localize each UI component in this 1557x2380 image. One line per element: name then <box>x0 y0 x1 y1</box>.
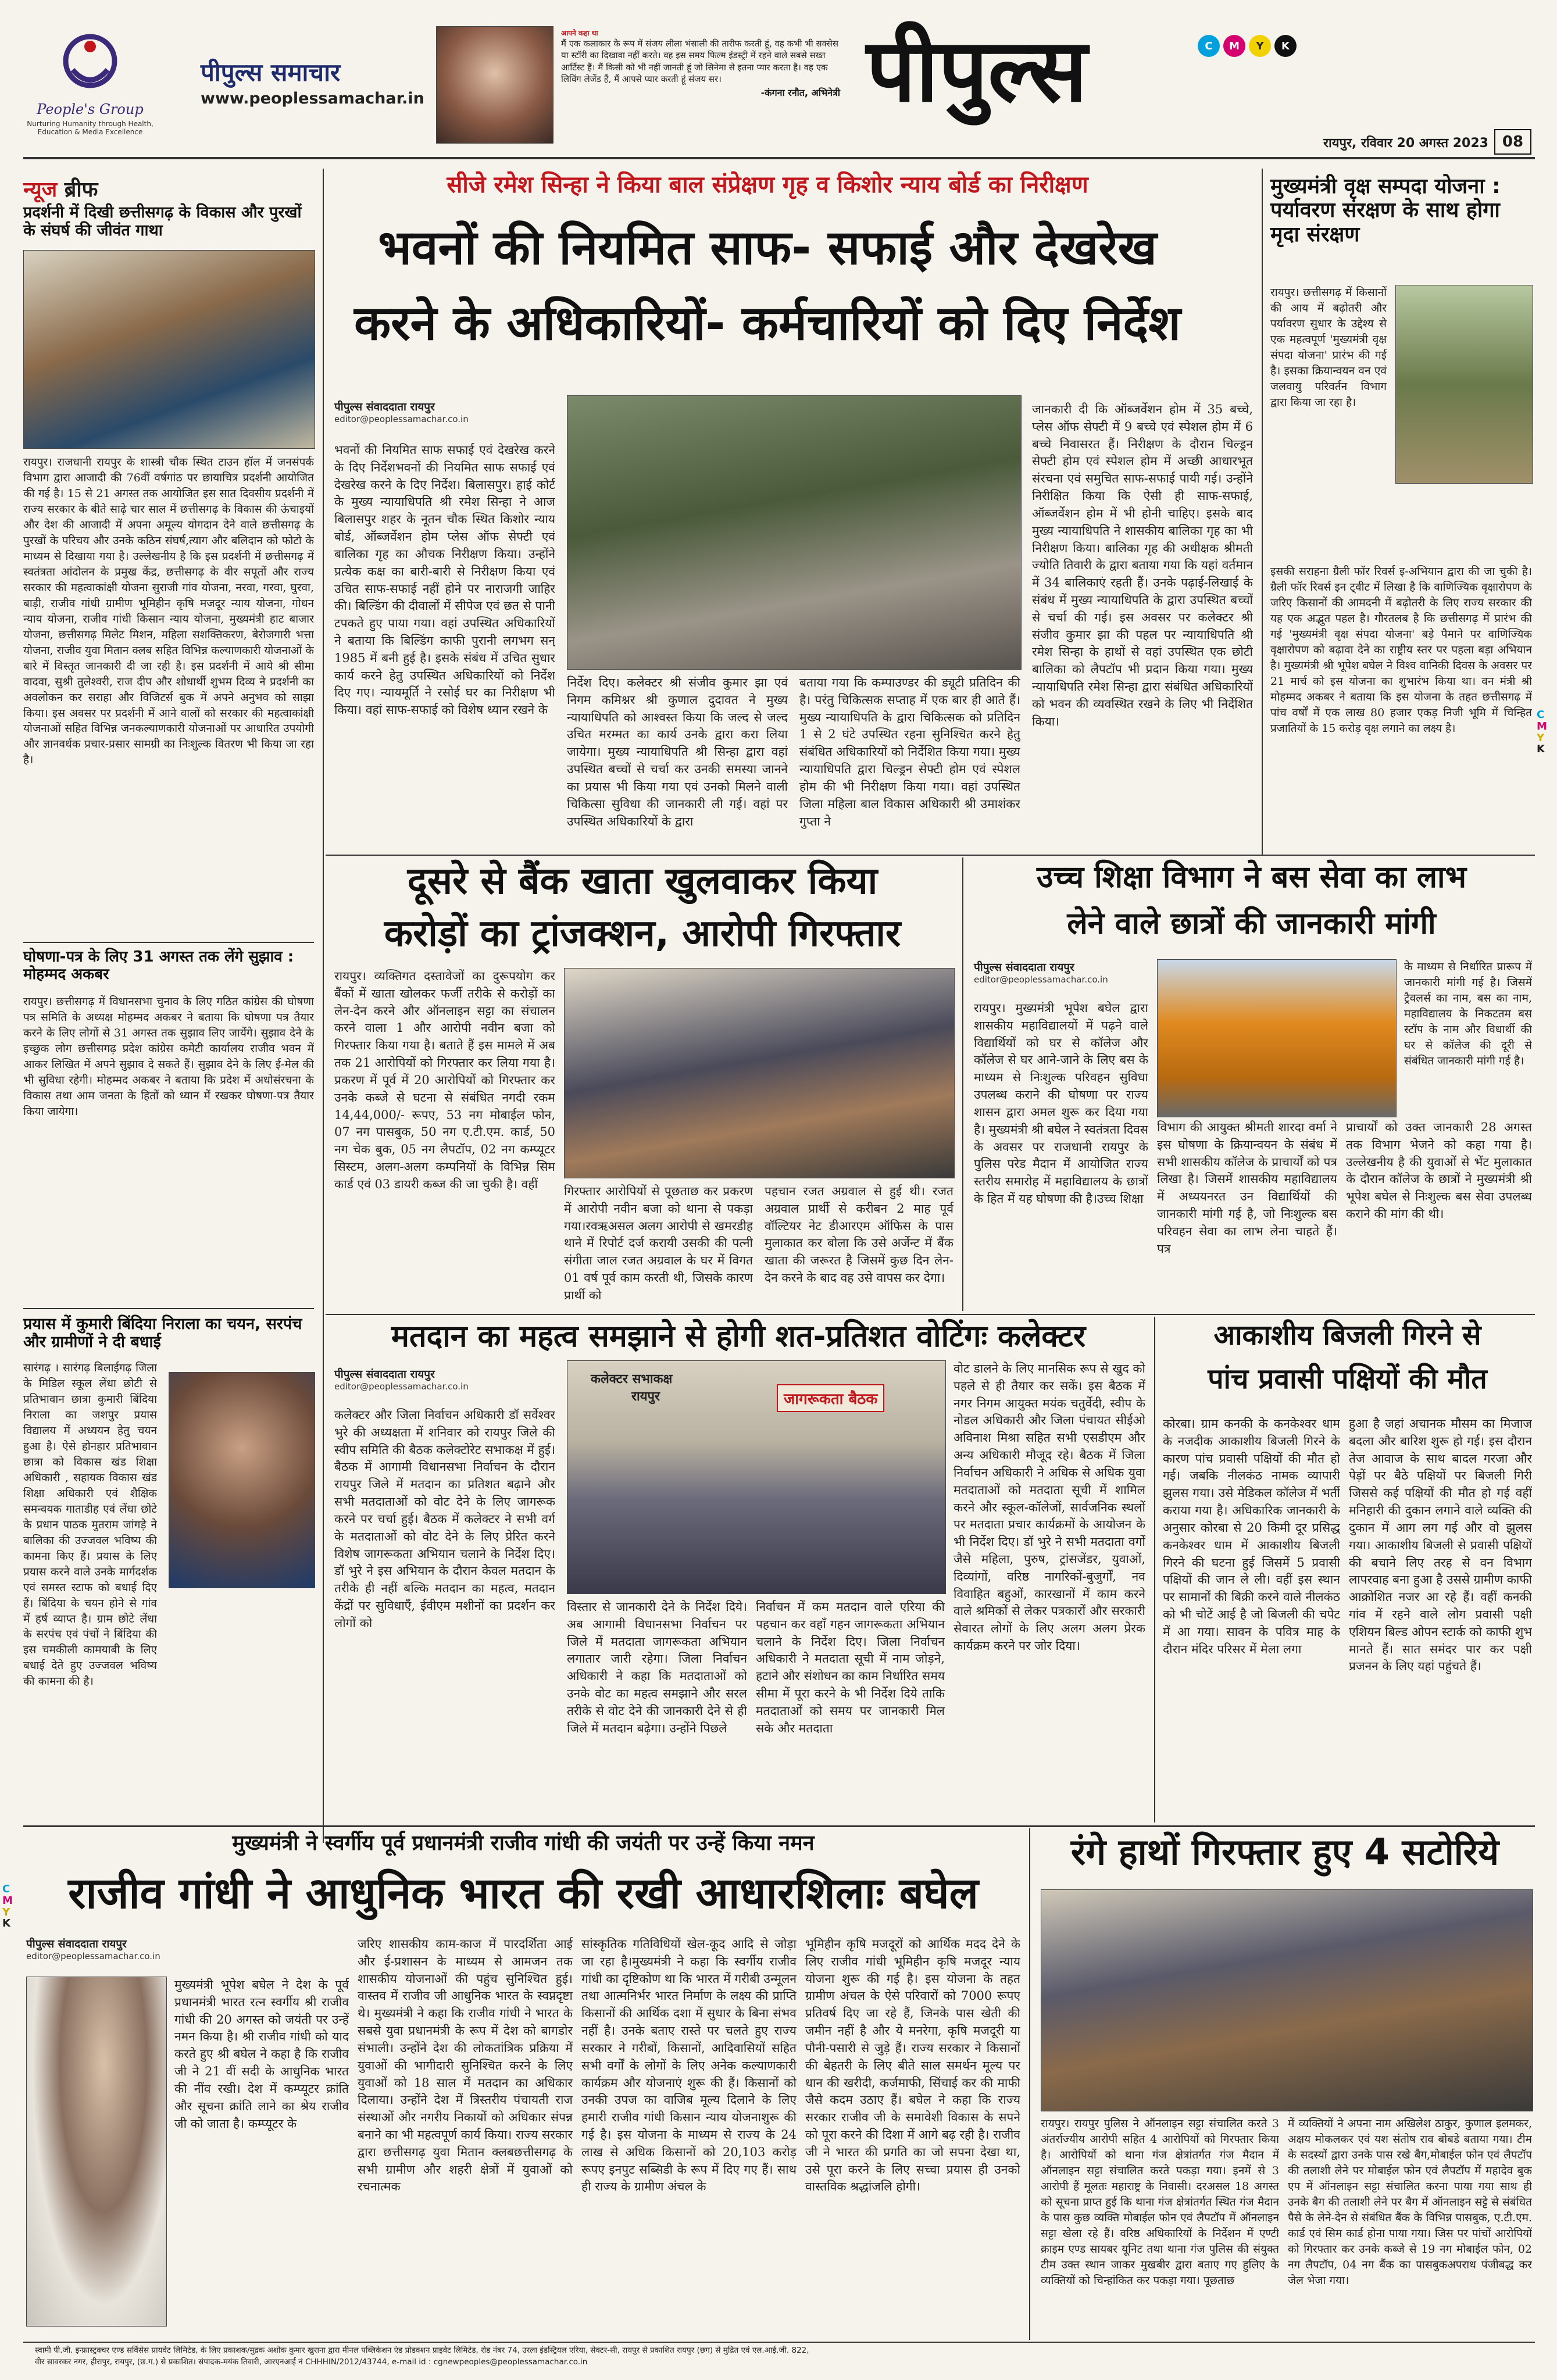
voting-photo-sign-2: रायपुर <box>631 1389 660 1404</box>
lead-col-2: निर्देश दिए। कलेक्टर श्री संजीव कुमार झा एवं निगम कमिश्नर श्री कुणाल दुदावत ने मुख्य न्यायाधिपति को आश्वस्त किया कि जल्द से जल्द उचित मरम्मत का कार्य उनके द्वारा करा लिया जायेगा। मुख्य न्यायाधिपति श्री सिन्हा द्वारा वहां उपस्थित बच्चों से चर्चा कर उनकी समस्या जानने का प्रयास भी किया गया एवं उनको मिलने वाली चिकित्सा सुविधा की जानकारी ली गई। वहां पर उपस्थित अधिकारियों के द्वारा <box>567 676 788 828</box>
rajiv-email: editor@peoplessamachar.co.in <box>26 1951 160 1961</box>
bank-headline-1: दूसरे से बैंक खाता खुलवाकर किया <box>407 860 878 903</box>
bus-email: editor@peoplessamachar.co.in <box>974 974 1108 985</box>
quote-author: -कंगना रनौत, अभिनेत्री <box>760 87 840 98</box>
news-brief-label-b: ब्रीफ <box>64 178 98 202</box>
brief1-body: रायपुर। राजधानी रायपुर के शास्त्री चौक स्थित टाउन हॉल में जनसंपर्क विभाग द्वारा आजादी की 76वीं वर्षगांठ पर छायाचित्र प्रदर्शनी आयोजित की गई है। 15 से 21 अगस्त तक आयोजित इस सात दिवसीय प्रदर्शनी में राज्य सरकार के बीते साढ़े चार साल में छत्तीसगढ़ के विकास की ऊंचाइयों और देश की आजादी में अपना अमूल्य योगदान देने वाले छत्तीसगढ़ के पुरखों के परिचय और उनके कठिन संघर्ष,त्याग और बलिदान को फोटो के माध्यम से दिखाया गया है। उल्लेखनीय है कि इस प्रदर्शनी में छत्तीसगढ़ में स्वतंत्रता आंदोलन के प्रमुख केंद्र, छत्तीसगढ़ के वीर सपूतों और राज्य सरकार की महत्वाकांक्षी योजना सुराजी गांव योजना, नरवा, गरवा, घुरवा, बाड़ी, राजीव गांधी ग्रामीण भूमिहीन कृषि मजदूर न्याय योजना, गोधन न्याय योजना, राजीव गांधी किसान न्याय योजना, मुख्यमंत्री हाट बाजार योजना, छत्तीसगढ़ मिलेट मिशन, महिला सशक्तिकरण, बेरोजगारी भत्ता योजना, राजीव युवा मितान क्लब सहित विभिन्न कल्याणकारी योजनाओं के बारे में विस्तृत जानकारी दी जा रही है। इस प्रदर्शनी में आये श्री सीमा वादवा, सुश्री तुलेश्वरी, राज दीप और शोधार्थी शुभम दिव्य ने प्रदर्शनी का अवलोकन कर सराहा और विजिटर्स बुक में अपने अनुभव को साझा किया। इस अवसर पर प्रदर्शनी में आने वालों को सरकार की महत्वाकांक्षी योजनाओं सहित विभिन्न जनकल्याणकारी योजनाओं पर आधारित उपयोगी और ज्ञानवर्धक प्रचार-प्रसार सामग्री का निःशुल्क वितरण भी किया जा रहा है। <box>23 456 314 767</box>
voting-email: editor@peoplessamachar.co.in <box>334 1381 469 1392</box>
voting-byline-box <box>334 1366 555 1392</box>
news-brief-label-a: न्यूज <box>23 178 58 202</box>
cmyk-dots <box>1198 35 1297 57</box>
voting-headline: मतदान का महत्व समझाने से होगी शत-प्रतिशत वोटिंगः कलेक्टर <box>391 1319 1086 1354</box>
imprint-line-1: स्वामी पी.जी. इन्फ्रास्ट्रक्चर एण्ड सर्विसेस प्रायवेट लिमिटेड, के लिए प्रकाशक/मुद्रक अशोक कुमार खुराना द्वारा मीनल पब्लिकेशन एंड प्रोडक्शन प्राइवेट लिमिटेड, रोड नंबर 74, उरला इंडस्ट्रियल एरिया, सेक्टर-सी, रायपुर से प्रकाशित रायपुर (छग) से मुद्रित एवं एल.आई.जी. 822, <box>35 2346 809 2355</box>
page-big-title: पीपुल्स <box>866 20 1088 121</box>
side-m: M <box>1537 720 1547 732</box>
peoples-group-logo-icon <box>23 29 157 99</box>
paper-logo <box>201 55 422 108</box>
bank-col-2: गिरफ्तार आरोपियों से पूछताछ कर प्रकरण में आरोपी नवीन बजा को थाना से पकड़ा गया।रवऋअसल अलग आरोपी से खमरडीह थाने में रिपोर्ट दर्ज करायी उसकी की पत्नी संगीता जाल रजत अग्रवाल के घर में विगत 01 वर्ष पूर्व काम करती थी, जिसके कारण प्रार्थी को <box>564 1184 753 1302</box>
voting-photo-sign-1: कलेक्टर सभाकक्ष <box>591 1372 673 1386</box>
bus-headline-2: लेने वाले छात्रों की जानकारी मांगी <box>1067 906 1436 941</box>
brief2-title: घोषणा-पत्र के लिए 31 अगस्त तक लेंगे सुझाव : मोहम्मद अकबर <box>23 948 294 983</box>
page-number: 08 <box>1494 129 1531 155</box>
rajiv-byline: पीपुल्स संवाददाता रायपुर <box>26 1938 127 1950</box>
bus-photo <box>1157 959 1397 1117</box>
satta-photo <box>1041 1889 1533 2111</box>
voting-photo-banner: जागरूकता बैठक <box>777 1384 884 1412</box>
rajiv-col-1: मुख्यमंत्री भूपेश बघेल ने देश के पूर्व प्रधानमंत्री भारत रत्न स्वर्गीय श्री राजीव गांधी की 20 अगस्त को जयंती पर उन्हें नमन किया है। श्री राजीव गांधी को याद करते हुए श्री बघेल ने कहा है कि राजीव जी ने 21 वीं सदी के आधुनिक भारत की नींव रखी। देश में कम्प्यूटर क्रांति और सूचना क्रांति लाने का श्रेय राजीव जी को जाता है। कम्प्यूटर के <box>174 1978 349 2131</box>
news-brief-label <box>23 174 98 203</box>
bus-col-1: रायपुर। मुख्यमंत्री भूपेश बघेल द्वारा शासकीय महाविद्यालयों में पढ़ने वाले विद्यार्थियों को घर से कॉलेज और कॉलेज से घर आने-जाने के लिए बस के माध्यम से निःशुल्क परिवहन सुविधा उपलब्ध कराने की घोषणा पर राज्य शासन द्वारा अमल शुरू कर दिया गया है। मुख्यमंत्री श्री बघेल ने स्वतंत्रता दिवस के अवसर पर राजधानी रायपुर के पुलिस परेड मैदान में आयोजित राज्य स्तरीय समारोह में महाविद्यालय के छात्रों के हित में यह घोषणा की है।उच्च शिक्षा <box>974 1001 1148 1206</box>
left-column-rule <box>323 169 324 1843</box>
cmyk-side <box>1537 709 1554 755</box>
satta-col-2: में व्यक्तियों ने अपना नाम अखिलेश ठाकुर, कुणाल इलमकर, अक्षय मोकलकर एवं यश संतोष राव बोबडे बताया गया। टीम के सदस्यों द्वारा उनके पास रखे बैग,मोबाईल फोन एवं लैपटॉप की तलाशी लेने पर मोबाईल फोन एवं लैपटॉप में महादेव बुक एप में ऑनलाइन सट्टा संचालित करना पाया गया साथ ही उनके बैग की तलाशी लेने पर बैग में ऑनलाइन सट्टे से संबंधित पैसे के लेने-देन से संबंधित बैंक के विभिन्न पासबुक, ए.टी.एम. कार्ड एवं सिम कार्ड होना पाया गया। जिस पर पांचों आरोपियों को गिरफ्तार कर उनके कब्जे से 19 नग मोबाईल फोन, 02 नग लैपटॉप, 04 नग बैंक का पासबुकअपराध पंजीबद्ध कर जेल भेजा गया। <box>1288 2117 1532 2287</box>
cmyk-bar-top <box>1198 35 1297 57</box>
bird-col-2: हुआ है जहां अचानक मौसम का मिजाज बदला और बारिश शुरू हो गई। इस दौरान तेज आवाज के साथ बादल गरजा और पेड़ों पर बैठे पक्षियों पर बिजली गिरी जिससे कई पक्षियों की मौत हो गई वहीं मनिहारी की दुकान लगाने वाले व्यक्ति की दुकान में आग लग गई और वो झुलस गया। आकाशीय बिजली से प्रवासी पक्षियों की बचाने लिए तरह से वन विभाग लापरवाह बना हुआ है उससे ग्रामीण काफी आक्रोशित नजर आ रहे हैं। वहीं कनकी गांव में रहने वाले लोग प्रवासी पक्षी एशियन बिल्ड ओपन स्टार्क को काफी शुभ मानते हैं। सात समंदर पार कर पक्षी प्रजनन के लिए यहां पहुंचते हैं। <box>1349 1417 1532 1674</box>
mid-rule-1 <box>326 855 1535 856</box>
group-logo <box>23 29 157 140</box>
bird-headline-2: पांच प्रवासी पक्षियों की मौत <box>1208 1363 1487 1395</box>
lead-headline-1: भवनों की नियमित साफ- सफाई और देखरेख <box>378 220 1157 276</box>
tree-headline: मुख्यमंत्री वृक्ष सम्पदा योजना : पर्यावरण संरक्षण के साथ होगा मृदा संरक्षण <box>1270 174 1501 246</box>
voting-col-3: निर्वाचन में कम मतदान वाले एरिया की पहचान कर वहाँ गहन जागरूकता अभियान चलाने के निर्देश दिए। जिला निर्वाचन अधिकारी ने मतदाता सूची में नाम जोड़ने, हटाने और संशोधन का काम निर्धारित समय सीमा में पूरा करने के भी निर्देश दिये ताकि मतदाताओं को समय पर जानकारी मिल सके और मतदाता <box>756 1600 945 1735</box>
website: www.peoplessamachar.in <box>201 90 424 108</box>
group-tagline: Nurturing Humanity through Health, Education & Media Excellence <box>27 120 153 137</box>
quote-photo <box>436 26 553 144</box>
date-line: रायपुर, रविवार 20 अगस्त 2023 <box>1323 136 1488 151</box>
side-c: C <box>1537 709 1545 721</box>
lead-col-1: भवनों की नियमित साफ सफाई एवं देखरेख करने के दिए निर्देशभवनों की नियमित साफ सफाई एवं देखरेख करने के दिए निर्देश। बिलासपुर। हाई कोर्ट के मुख्य न्यायाधिपति श्री रमेश सिन्हा ने आज बिलासपुर शहर के नूतन चौक स्थित किशोर न्याय बोर्ड, ऑब्जर्वेशन होम प्लेस ऑफ सेफ्टी एवं बालिका गृह का औचक निरीक्षण किया। उन्होंने प्रत्येक कक्ष का बारी-बारी से निरीक्षण किया एवं उचित साफ-सफाई नहीं होने पर नाराजगी जाहिर की। बिल्डिंग की दीवालों में सीपेज एवं छत से पानी टपकते हुए पाया गया। वहां उपस्थित अधिकारियों ने बताया कि बिल्डिंग काफी पुरानी लगभग सन् 1985 में बनी हुई है। इसके संबंध में उचित सुधार कार्य करने हेतु उपस्थित अधिकारियों को निर्देश दिए गए। न्यायमूर्ति ने रसोई घर का निरीक्षण भी किया। वहां साफ-सफाई को विशेष ध्यान रखने के <box>334 443 555 717</box>
lead-byline-box <box>334 399 555 424</box>
voting-photo <box>567 1360 946 1594</box>
voting-col-1: कलेक्टर और जिला निर्वाचन अधिकारी डॉ सर्वेश्वर भुरे की अध्यक्षता में शनिवार को रायपुर जिले की स्वीप समिति की बैठक कलेक्टोरेट सभाकक्ष में हुई। बैठक में आगामी विधानसभा निर्वाचन के दौरान रायपुर जिले में मतदान का प्रतिशत बढ़ाने और सभी मतदाताओं को वोट देने के लिए जागरूक करने पर चर्चा हुई। बैठक में कलेक्टर ने सभी वर्ग के मतदाताओं को वोट देने के लिए प्रेरित करने विशेष जागरूकता अभियान चलाने के निर्देश दिए। डॉ भुरे ने इस अभियान के दौरान केवल मतदान के तरीके ही नहीं बल्कि मतदान का महत्व, मतदान केंद्रों पर सुविधाएँ, ईवीएम मशीनों का प्रदर्शन कर लोगों को <box>334 1408 555 1630</box>
lower-rule <box>23 1825 1535 1827</box>
bird-col-1: कोरबा। ग्राम कनकी के कनकेश्वर धाम के नजदीक आकाशीय बिजली गिरने के कारण पांच प्रवासी पक्षियों की मौत हो गई। जबकि नीलकंठ नामक व्यापारी झुलस गया। उसे मेडिकल कॉलेज में भर्ती कराया गया है। अधिकारिक जानकारी के अनुसार कोरबा से 20 किमी दूर प्रसिद्ध कनकेश्वर धाम में आकाशीय बिजली गिरने की घटना हुई जिसमें 5 प्रवासी पक्षियों की जान ले ली। वहीं इस स्थान पर सामानों की बिक्री करने वाले नीलकंठ को भी चोटें आई है जो बिजली की चपेट में आ गया। सावन के पवित्र माह के दौरान मंदिर परिसर में मेला लगा <box>1163 1417 1340 1656</box>
satta-col-1: रायपुर। रायपुर पुलिस ने ऑनलाइन सट्टा संचालित करते 3 अंतर्राज्यीय आरोपी सहित 4 आरोपियों को गिरफ्तार किया है। आरोपियों को थाना गंज क्षेत्रांतर्गत गंज मैदान में ऑनलाइन सट्टा संचालित करते पकड़ा गया। इनमें से 3 आरोपी हैं मूलतः महाराष्ट्र के निवासी। दरअसल 18 अगस्त को सूचना प्राप्त हुई कि थाना गंज क्षेत्रांतर्गत स्थित गंज मैदान के पास कुछ व्यक्ति मोबाईल फोन एवं लैपटॉप में ऑनलाइन सट्टा खेला रहे हैं। वरिष्ठ अधिकारियों के निर्देशन में एण्टी क्राइम एण्ड सायबर यूनिट तथा थाना गंज पुलिस की संयुक्त टीम उक्त स्थान जाकर मुखबीर द्वारा बताए गए हुलिए के व्यक्तियों को चिन्हांकित कर पकड़ा गया। पूछताछ <box>1041 2117 1279 2287</box>
lead-col-3: बताया गया कि कम्पाउण्डर की ड्यूटी प्रतिदिन की है। परंतु चिकित्सक सप्ताह में एक बार ही आते हैं। मुख्य न्यायाधिपति के द्वारा चिकित्सक को प्रतिदिन 1 से 2 घंटे उपस्थित रहना सुनिश्चित करने हेतु संबंधित अधिकारियों को निर्देशित किया गया। मुख्य न्यायाधिपति द्वारा चिल्ड्रन सेफ्टी होम एवं स्पेशल होम की भी निरीक्षण किया गया। वहां उपस्थित जिला महिला बाल विकास अधिकारी श्री उमाशंकर गुप्ता ने <box>799 676 1020 828</box>
left-side-y: Y <box>2 1906 10 1918</box>
bank-headline-2: करोड़ों का ट्रांजक्शन, आरोपी गिरफ्तार <box>384 912 901 955</box>
lead-col-4: जानकारी दी कि ऑब्जर्वेशन होम में 35 बच्चे, प्लेस ऑफ सेफ्टी में 9 बच्चे एवं स्पेशल होम में 6 बच्चे निवासरत हैं। निरीक्षण के दौरान चिल्ड्रन सेफ्टी होम एवं स्पेशल होम में अच्छी आधारभूत संरचना एवं समुचित साफ-सफाई पायी गई। उन्होंने निरीक्षित किया कि ऐसी ही साफ-सफाई, ऑब्जर्वेशन होम में भी होनी चाहिए। इसके बाद मुख्य न्यायाधिपति ने शासकीय बालिका गृह का भी निरीक्षण किया। बालिका गृह की अधीक्षक श्रीमती ज्योति तिवारी के द्वारा बताया गया कि यहां वर्तमान में 34 बालिकाएं रहती हैं। उनके पढ़ाई-लिखाई के संबंध में मुख्य न्यायाधिपति के द्वारा उपस्थित बच्चों से चर्चा की गई। इस अवसर पर कलेक्टर श्री संजीव कुमार झा की पहल पर न्यायाधिपति श्री रमेश सिन्हा के हाथों से वहां उपस्थित एक छोटी बालिका को लैपटॉप भी प्रदान किया गया। मुख्य न्यायाधिपति रमेश सिन्हा द्वारा संबंधित अधिकारियों को भवन की व्यवस्थित रखने के लिए भी निर्देशित किया। <box>1032 402 1253 728</box>
bus-byline-box <box>974 959 1148 985</box>
quote-box <box>561 28 840 144</box>
satta-headline: रंगे हाथों गिरफ्तार हुए 4 सटोरिये <box>1070 1831 1499 1873</box>
brief3-title: प्रयास में कुमारी बिंदिया निराला का चयन, सरपंच और ग्रामीणों ने दी बधाई <box>23 1315 302 1352</box>
tree-photo <box>1395 285 1533 484</box>
bird-headline-1: आकाशीय बिजली गिरने से <box>1213 1319 1481 1352</box>
bank-right-rule <box>962 857 963 1311</box>
lead-right-rule <box>1262 169 1263 855</box>
paper-name: पीपुल्स समाचार <box>201 58 341 87</box>
bank-col-3: पहचान रजत अग्रवाल से हुई थी। रजत अग्रवाल प्रार्थी से करीबन 2 माह पूर्व वॉल्टियर नेट डीआरएम ऑफिस के पास मुलाकात कर बोला कि उसे अर्जेन्ट में बैंक खाता की जरूरत है जिसमें कुछ दिन लेन-देन करने के बाद वह उसे वापस कर देगा। <box>765 1184 954 1285</box>
bus-col-2: के माध्यम से निर्धारित प्रारूप में जानकारी मांगी गई है। जिसमें ट्रैवलर्स का नाम, बस का नाम, महाविद्यालय के निकटतम बस स्टॉप के नाम और विधार्थी की घर से कॉलेज की दूरी से संबंधित जानकारी मांगी गई है। <box>1404 960 1532 1067</box>
left-side-k: K <box>2 1917 10 1930</box>
rajiv-photo <box>26 1977 167 2327</box>
lead-headline-2: करने के अधिकारियों- कर्मचारियों को दिए निर्देश <box>354 296 1181 351</box>
voting-col-2: विस्तार से जानकारी देने के निर्देश दिये। अब आगामी विधानसभा निर्वाचन पर जिले में मतदाता जागरूकता अभियान लगातार जारी रहेगा। जिला निर्वाचन अधिकारी ने कहा कि मतदाताओं को उनके वोट का महत्व समझाने और सरल तरीके से वोट देने की जानकारी देने से ही जिले में मतदान बढ़ेगा। उन्होंने पिछले <box>567 1600 747 1735</box>
mid-rule-2 <box>326 1314 1535 1315</box>
brief3-body-part: सारंगढ़ । सारंगढ़ बिलाईगढ़ जिला के मिडिल स्कूल लेंधा छोटी से प्रतिभावान छात्रा कुमारी बिंदिया निराला का जशपुर प्रयास विद्यालय में अध्ययन हेतु चयन हुआ है। ऐसे होनहार प्रतिभावान छात्रा को विकास खंड शिक्षा अधिकारी , सहायक विकास खंड शिक्षा अधिकारी एवं शैक्षिक समन्वयक गाताडीह एवं लेंधा छोटे के प्रधान पाठक मुतराम जांगड़े ने बालिका की उज्जवल भविष्य की कामना किए हैं। प्रयास के लिए प्रयास करने वाले उनके मार्गदर्शक एवं समस्त स्टाफ को बधाई दिए हैं। बिंदिया के चयन होने से गांव में हर्ष व्याप्त है। ग्राम छोटे लेंधा के सरपंच एवं पंचों ने बिंदिया की इस चमकीली कामयाबी के लिए बधाई देते हुए उज्जवल भविष्य की कामना की है। <box>23 1361 157 1688</box>
lead-kicker: सीजे रमेश सिन्हा ने किया बाल संप्रेक्षण गृह व किशोर न्याय बोर्ड का निरीक्षण <box>447 171 1088 198</box>
rajiv-col-4: भूमिहीन कृषि मजदूरों को आर्थिक मदद देने के लिए राजीव गांधी भूमिहीन कृषि मजदूर न्याय योजना शुरू की गई है। इस योजना के तहत ग्रामीण अंचल के ऐसे परिवारों को 7000 रूपए प्रतिवर्ष दिए जा रहे हैं, जिनके पास खेती की जमीन नहीं है और ये मनरेगा, कृषि मजदूरी या पौनी-पसारी से जुड़े हैं। राज्य सरकार ने किसानों की बेहतरी के लिए बीते साल समर्थन मूल्य पर धान की खरीदी, कर्जमाफी, सिंचाई कर की माफी जैसे कदम उठाए हैं। बघेल ने कहा कि राज्य सरकार राजीव जी के समावेशी विकास के सपने को पूरा करने की दिशा में आगे बढ़ रही है। राजीव जी ने भारत की प्रगति का जो सपना देखा था, उसे पूरा करने के लिए सच्चा प्रयास ही उनको वास्तविक श्रद्धांजलि होगी। <box>805 1937 1020 2194</box>
imprint <box>35 2345 1523 2368</box>
cmyk-c-icon: C <box>1198 35 1220 57</box>
left-side-c: C <box>2 1883 10 1895</box>
lead-photo <box>567 395 1022 670</box>
brief2-body: रायपुर। छत्तीसगढ़ में विधानसभा चुनाव के लिए गठित कांग्रेस की घोषणा पत्र समिति के अध्यक्ष मोहम्मद अकबर ने बताया कि घोषणा पत्र तैयार करने के लिए लोगों से 31 अगस्त तक सुझाव लिए जायेंगे। सुझाव देने के इच्छुक लोग छत्तीसगढ़ प्रदेश कांग्रेस कमेटी कार्यालय राजीव भवन में आकर लिखित में अपने सुझाव दे सकते हैं। सुझाव देने के लिए ई-मेल की भी सुविधा रहेगी। मोहम्मद अकबर ने बताया कि प्रदेश में अधोसंरचना के विकास तथा आम जनता के हितों को ध्यान में रखकर घोषणा-पत्र तैयार किया जायेगा। <box>23 995 314 1118</box>
rajiv-headline: राजीव गांधी ने आधुनिक भारत की रखी आधारशिलाः बघेल <box>68 1868 979 1918</box>
brief1-photo <box>23 250 315 449</box>
tree-body: इसकी सराहना ग्रैली फॉर रिवर्स इ-अभियान द्वारा की जा चुकी है। ग्रैली फॉर रिवर्स इन ट्वीट में लिखा है कि वाणिज्यिक वृक्षारोपण के जरिए किसानों की आमदनी में बढ़ोतरी के लिए राज्य सरकार की यह एक अद्भुत पहल है। गौरतलब है कि छत्तीसगढ़ में प्रारंभ की गई 'मुख्यमंत्री वृक्ष संपदा योजना' बड़े पैमाने पर वाणिज्यिक वृक्षारोपण को बढ़ावा देने का राष्ट्रीय स्तर पर पहला बड़ा अभियान है। मुख्यमंत्री श्री भूपेश बघेल ने विश्व वानिकी दिवस के अवसर पर 21 मार्च को इस योजना का शुभारंभ किया था। वन मंत्री श्री मोहम्मद अकबर ने बताया कि इस योजना के तहत छत्तीसगढ़ में पांच वर्षों में एक लाख 80 हजार एकड़ निजी भूमि में चिन्हित प्रजातियों के 15 करोड़ वृक्ष लगाने का लक्ष्य है। <box>1270 565 1532 735</box>
quote-label: आपने कहा था <box>561 29 598 37</box>
side-y: Y <box>1537 731 1545 744</box>
group-name: People's Group <box>37 101 144 117</box>
cmyk-m-icon: M <box>1223 35 1245 57</box>
tree-intro: रायपुर। छत्तीसगढ़ में किसानों की आय में बढ़ोतरी और पर्यावरण सुधार के उद्देश्य से एक महत्वपूर्ण 'मुख्यमंत्री वृक्ष संपदा योजना' प्रारंभ की गई है। इसका क्रियान्वयन वन एवं जलवायु परिवर्तन विभाग द्वारा किया जा रहा है। <box>1270 286 1387 409</box>
side-k: K <box>1537 743 1545 756</box>
bus-col-4: प्राचार्यों को उक्त जानकारी 28 अगस्त तक विभाग भेजने को कहा गया है। उल्लेखनीय है की युवाओं से भेंट मुलाकात के दौरान कॉलेज के छात्रों ने मुख्यमंत्री श्री भूपेश बघेल से निःशुल्क बस सेवा उपलब्ध कराने की मांग की थी। <box>1346 1120 1532 1221</box>
brief1-title: प्रदर्शनी में दिखी छत्तीसगढ़ के विकास और पुरखों के संघर्ष की जीवंत गाथा <box>23 203 302 240</box>
imprint-line-2: वीर सावरकर नगर, हीरापुर, रायपुर, (छ.ग.) से प्रकाशित। संपादक-मयंक तिवारी, आरएनआई नं CHHHIN/2012/43744, e-mail id : cgnewpeoples@peoplessamachar.co.in <box>35 2357 588 2367</box>
bus-byline: पीपुल्स संवाददाता रायपुर <box>974 961 1074 974</box>
voting-byline: पीपुल्स संवाददाता रायपुर <box>334 1368 435 1381</box>
brief3-photo <box>169 1372 315 1588</box>
brief-rule-2 <box>23 1308 314 1309</box>
rajiv-col-3: सांस्कृतिक गतिविधियों खेल-कूद आदि से जोड़ा जा रहा है।मुख्यमंत्री ने कहा कि स्वर्गीय राजीव गांधी का दृष्टिकोण था कि भारत में गरीबी उन्मूलन तथा आत्मनिर्भर भारत निर्माण के लक्ष्य की प्राप्ति किसानों की आर्थिक दशा में सुधार के बिना संभव नहीं है। उनके बताए रास्ते पर चलते हुए राज्य सरकार ने गरीबों, किसानों, आदिवासियों सहित सभी वर्गों के लोगों के लिए अनेक कल्याणकारी कार्यक्रम और योजनाएं शुरू की हैं। किसानों को उनकी उपज का वाजिब मूल्य दिलाने के लिए हमारी राजीव गांधी किसान न्याय योजनाशुरू की गई है। इस योजना के माध्यम से राज्य के 24 लाख से अधिक किसानों को 20,103 करोड़ रूपए इनपुट सब्सिडी के रूप में दिए गए हैं। साथ ही राज्य के ग्रामीण अंचल के <box>581 1937 797 2194</box>
rajiv-kicker: मुख्यमंत्री ने स्वर्गीय पूर्व प्रधानमंत्री राजीव गांधी की जयंती पर उन्हें किया नमन <box>232 1831 815 1855</box>
bank-photo <box>564 968 955 1178</box>
lead-email: editor@peoplessamachar.co.in <box>334 414 469 424</box>
cmyk-left-side <box>2 1884 20 1929</box>
rajiv-right-rule <box>1029 1828 1030 2340</box>
rajiv-byline-box <box>26 1936 241 1961</box>
bank-col-1: रायपुर। व्यक्तिगत दस्तावेजों का दुरूपयोग कर बैंकों में खाता खोलकर फर्जी तरीके से करोड़ों का लेन-देन करने और ऑनलाइन सट्टा का संचालन करने वाला 1 और आरोपी नवीन बजा को गिरफ्तार किया गया है। बताते हैं इस मामले में अब तक 21 आरोपियों को गिरफ्तार कर लिया गया है। प्रकरण में पूर्व में 20 आरोपियों को गिरफ्तार कर उनके कब्जे से घटना से संबंधित नगदी रकम 14,44,000/- रूपए, 53 नग मोबाईल फोन, 07 नग पासबुक, 50 नग ए.टी.एम. कार्ड, 50 नग चेक बुक, 05 नग लैपटॉप, 02 नग कम्प्यूटर सिस्टम, अलग-अलग कम्पनियों के विभिन्न सिम कार्ड एवं 03 डायरी कब्ज की जा चुकी है। वहीं <box>334 969 555 1191</box>
masthead-rule <box>23 157 1535 159</box>
cmyk-y-icon: Y <box>1249 35 1271 57</box>
imprint-rule <box>23 2342 1535 2343</box>
brief-rule-1 <box>23 942 314 943</box>
quote-text: मैं एक कलाकार के रूप में संजय लीला भंसाली की तारीफ करती हूं, वह कभी भी सक्सेस या स्टॉरी का दिखावा नहीं करते। वह इस समय फिल्म इंडस्ट्री में रहने वाले सबसे सख्त आर्टिस्ट हैं। मैं किसी को भी नहीं जानती हूं जो सिनेमा से इतना प्यार करता है। वह एक लिविंग लेजेंड हैं, मैं आपसे प्यार करती हूं संजय सर। <box>561 38 838 84</box>
bus-headline-1: उच्च शिक्षा विभाग ने बस सेवा का लाभ <box>1036 860 1467 895</box>
lead-byline: पीपुल्स संवाददाता रायपुर <box>334 401 435 413</box>
rajiv-col-2: जरिए शासकीय काम-काज में पारदर्शिता आई और ई-प्रशासन के माध्यम से आमजन तक शासकीय योजनाओं की पहुंच सुनिश्चित हुई। वास्तव में राजीव जी आधुनिक भारत के स्वप्नदृष्टा थे। मुख्यमंत्री ने कहा कि राजीव गांधी ने भारत के सबसे युवा प्रधानमंत्री के रूप में देश को बागडोर संभाली। उन्होंने देश की लोकतांत्रिक प्रक्रिया में युवाओं की भागीदारी सुनिश्चित करने के लिए युवाओं को 18 साल में मतदान का अधिकार दिलाया। उन्होंने देश में त्रिस्तरीय पंचायती राज संस्थाओं और नगरीय निकायों को अधिकार संपन्न बनाने का भी महत्वपूर्ण कार्य किया। राज्य सरकार द्वारा छत्तीसगढ़ युवा मितान क्लबछत्तीसगढ़ के सभी ग्रामीण और शहरी क्षेत्रों में युवाओं को रचनात्मक <box>358 1937 573 2194</box>
cmyk-k-icon: K <box>1274 35 1297 57</box>
bus-col-3: विभाग की आयुक्त श्रीमती शारदा वर्मा ने इस घोषणा के क्रियान्वयन के संबंध में सभी शासकीय कॉलेज के प्राचार्यों को पत्र लिखा है। जिसमें शासकीय महाविद्यालय में अध्ययनरत उन विद्यार्थियों की जानकारी मांगी गई है, जो निःशुल्क बस परिवहन सेवा का लाभ लेना चाहते हैं। पत्र <box>1157 1120 1337 1256</box>
voting-col-4: वोट डालने के लिए मानसिक रूप से खुद को पहले से ही तैयार कर सकें। इस बैठक में नगर निगम आयुक्त मयंक चतुर्वेदी, स्वीप के नोडल अधिकारी और जिला पंचायत सीईओ अविनाश मिश्रा सहित सभी एसडीएम और अन्य अधिकारी मौजूद रहे। बैठक में जिला निर्वाचन अधिकारी ने अधिक से अधिक युवा मतदाताओं को मतदाता सूची में शामिल करने और स्कूल-कॉलेजों, सार्वजनिक स्थलों पर मतदाता प्रचार कार्यक्रमों के आयोजन के भी निर्देश दिए। डॉ भुरे ने सभी मतदाता वर्गों जैसे महिला, पुरुष, ट्रांसजेंडर, युवाओं, दिव्यांगों, वरिष्ठ नागरिकों-बुजुर्गों, नव विवाहित बहुओं, कारखानों में काम करने वाले श्रमिकों से लेकर पत्रकारों और सरकारी सेवारत लोगों के लिए अलग अलग प्रेरक कार्यक्रम करने पर जोर दिया। <box>954 1361 1145 1653</box>
left-side-m: M <box>2 1894 13 1907</box>
voting-right-rule <box>1154 1317 1155 1822</box>
